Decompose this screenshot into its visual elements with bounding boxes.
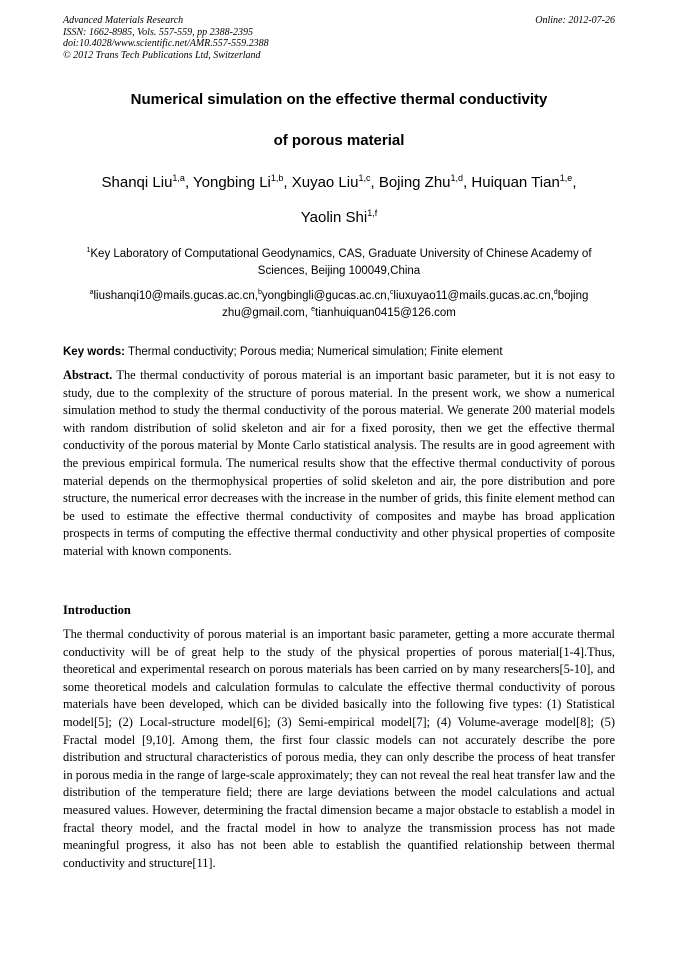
email-link[interactable]: liuxuyao11@mails.gucas.ac.cn, (393, 290, 554, 302)
author-list: Shanqi Liu$^{1,a}$, Yongbing Li$^{1,b}$, Xuyao Liu$^{1,c}$, Bojing Zhu$^{1,d}$, Huiquan Tian$^{1,e}$, (101, 173, 577, 191)
author-name: Huiquan Tian (471, 174, 560, 191)
author-affil-sup: 1,a (172, 173, 185, 183)
paper-title-line-1: Numerical simulation on the effective thermal conductivity (130, 91, 548, 108)
online-date: Online: 2012-07-26 (535, 15, 615, 26)
author-affil-sup: 1,b (270, 173, 284, 183)
emails-line-2: zhu@gmail.com, $^e$tianhuiquan0415@126.com (222, 306, 456, 319)
email-link[interactable]: tianhuiquan0415@126.com (315, 307, 456, 319)
issn-line: ISSN: 1662-8985, Vols. 557-559, pp 2388-2395 (63, 26, 253, 38)
email-link[interactable]: yongbingli@gucas.ac.cn, (261, 290, 390, 302)
abstract (63, 367, 615, 561)
author-list-line-2 (63, 209, 615, 227)
doi-line: doi:10.4028/www.scientific.net/AMR.557-559.2388 (63, 38, 269, 49)
keywords-label: Key words: (63, 346, 125, 358)
page-header (63, 15, 615, 61)
author-affil-sup: 1,c (358, 173, 371, 183)
keywords-text: Thermal conductivity; Porous media; Numerical simulation; Finite element (125, 346, 503, 358)
section-heading-introduction: Introduction (63, 603, 131, 617)
introduction-paragraph: The thermal conductivity of porous material is an important basic parameter, getting a more accurate thermal conductivity will be of great help to the study of the physical properties of porous material[1-4].Thus, theoretical and experimental research on porous materials has been carried on by many researchers[5-10], and some theoretical models and calculation formulas to calculate the effective thermal conductivity of porous materials have been developed, which can be divided basically into the following five types: (1) Statistical model[5]; (2) Local-structure model[6]; (3) Semi-empirical model[7]; (4) Volume-average model[8]; (5) Fractal model [9,10]. Among them, the first four classic models can not accurately describe the pore distribution and structural characteristics of porous media, they can only describe the process of heat transfer in porous media in the range of large-scale approximately; they can not reveal the real heat transfer law and the distribution of the temperature field; there are large deviations between the model calculations and actual measured values. However, determining the fractal dimension became a major obstacle to establish a model in fractal theory model, and the fractal model in how to analyze the transmission process has not made meaningful progress, it also has not been able to establish the quantified relationship between thermal conductivity and structure[11]. (63, 627, 615, 870)
keywords (63, 344, 615, 360)
author-name: Bojing Zhu (378, 174, 451, 191)
author-name: Yongbing Li (193, 174, 271, 191)
email-link[interactable]: bojing (557, 290, 589, 302)
email-link[interactable]: zhu@gmail.com, (222, 307, 308, 319)
author-emails (63, 288, 615, 322)
author-affil-sup: 1,e (559, 173, 573, 183)
affiliation (63, 246, 615, 280)
author-affil-sup: 1,f (367, 208, 378, 218)
affiliation-line-2: Sciences, Beijing 100049,China (257, 265, 421, 277)
author-name: Yaolin Shi (300, 209, 368, 226)
emails-line-1: $^a$liushanqi10@mails.gucas.ac.cn,$^b$yongbingli@gucas.ac.cn,$^c$liuxuyao11@mails.gucas.ac.cn,$^d$bojing (89, 289, 589, 302)
copyright-line: © 2012 Trans Tech Publications Ltd, Switzerland (63, 49, 261, 61)
author-name: Xuyao Liu (291, 174, 359, 191)
email-link[interactable]: liushanqi10@mails.gucas.ac.cn, (93, 290, 258, 302)
abstract-label: Abstract. (63, 368, 113, 382)
journal-name: Advanced Materials Research (63, 15, 184, 26)
affiliation-line-1: $^1$Key Laboratory of Computational Geodynamics, CAS, Graduate University of Chinese Academy of (86, 247, 592, 260)
author-name: Shanqi Liu (101, 174, 173, 191)
author-affil-sup: 1,d (450, 173, 464, 183)
abstract-text: The thermal conductivity of porous material is an important basic parameter, but it is not easy to study, due to the complexity of the structure of porous material. In the present work, we show a numerical simulation method to study the thermal conductivity of the porous material. We generate 200 material models with random distribution of solid skeleton and air for a fixed porosity, then we get the effective thermal conductivity of the porous material by Monte Carlo statistical analysis. The results are in good agreement with the previous empirical formula. The numerical results show that the effective thermal conductivity of porous material depends on the thermophysical properties of solid skeleton and air, the pore distribution and pore structure, the numerical error decreases with the increase in the number of grids, this finite element method can be used to estimate the effective thermal conductivity of composites and maybe has broad application prospects in terms of computing the effective thermal conductivity and other physical properties of composite material with known components. (63, 368, 615, 558)
paper-title-line-2: of porous material (273, 132, 405, 149)
